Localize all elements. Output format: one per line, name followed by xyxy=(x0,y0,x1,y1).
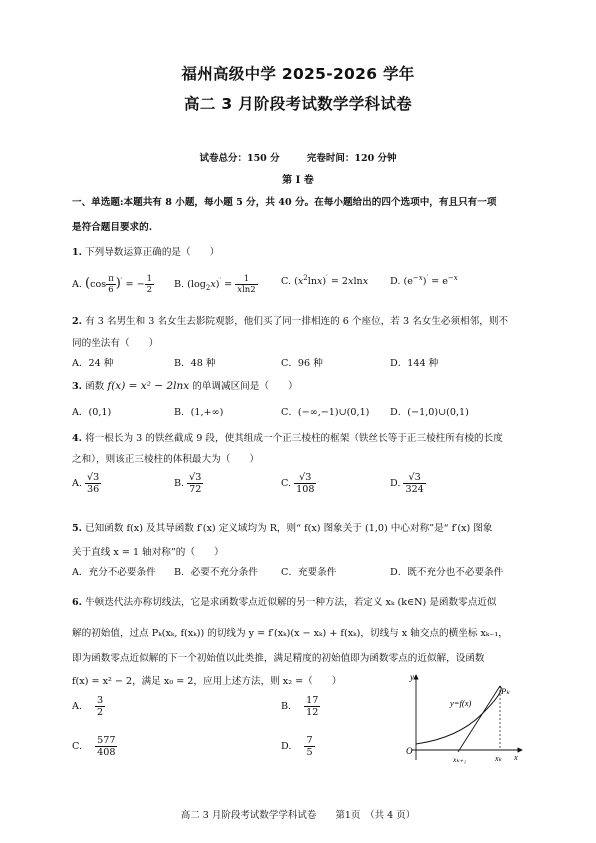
q4-option-c xyxy=(281,472,316,495)
fraction-numerator: 17 xyxy=(306,695,319,706)
q5-option-c: C．充要条件 xyxy=(281,567,337,578)
option-label: D. xyxy=(390,276,401,288)
question-number: 5. xyxy=(72,523,83,534)
option-label: B. xyxy=(281,701,292,712)
q5-option-d: D．既不充分也不必要条件 xyxy=(390,567,504,578)
question-text: 下列导数运算正确的是（ ） xyxy=(85,247,220,258)
q6-option-a xyxy=(72,695,105,718)
question-2-line2: 同的坐法有（ ） xyxy=(72,338,159,349)
q4-option-a xyxy=(72,472,101,495)
question-text: 的单调减区间是（ ） xyxy=(192,381,298,392)
fraction-denominator: 5 xyxy=(306,747,313,758)
fraction-denominator: 2 xyxy=(97,707,104,718)
q6-option-d xyxy=(281,735,315,758)
fraction-denominator: 12 xyxy=(306,707,319,718)
q2-option-b: B．48 种 xyxy=(174,358,216,369)
q2-option-c: C．96 种 xyxy=(281,358,323,369)
function-label: y=f(x) xyxy=(450,698,472,708)
question-number: 3. xyxy=(72,381,83,392)
q2-option-d: D．144 种 xyxy=(390,358,439,369)
question-4-line1 xyxy=(72,430,503,444)
question-6-line4: f(x) = x² − 2，满足 x₀ = 2，应用上述方法，则 x₂ =（ ） xyxy=(72,676,342,687)
xk-label: xₖ xyxy=(495,754,502,763)
q1-option-a: A. (cos $\frac{\pi}{6}$ )′ = − $\frac{1}{2}$ xyxy=(72,274,153,295)
origin-label: O xyxy=(406,746,413,756)
fraction-numerator: 7 xyxy=(306,735,313,746)
page-footer: 高二 3 月阶段考试数学学科试卷 第1页 （共 4 页） xyxy=(180,810,416,821)
option-label: A. xyxy=(72,279,82,290)
question-text: 有 3 名男生和 3 名女生去影院观影，他们买了同一排相连的 6 个座位，若 3 名女生必须相邻，则不 xyxy=(85,316,509,327)
question-3 xyxy=(72,378,298,392)
x-axis-label: x xyxy=(514,752,518,762)
question-5-line2: 关于直线 x = 1 轴对称”的（ ） xyxy=(72,547,224,558)
question-function: f(x) = x² − 2lnx xyxy=(107,380,190,392)
y-axis-label: y xyxy=(410,672,414,682)
fraction-numerator: √3 xyxy=(294,472,316,484)
q6-option-b xyxy=(281,695,320,718)
question-text: 函数 xyxy=(85,381,105,392)
fraction-numerator: √3 xyxy=(189,472,202,483)
fraction-numerator: 577 xyxy=(97,735,116,746)
fraction-numerator: 3 xyxy=(97,695,104,706)
school-title: 福州高级中学 2025-2026 学年 xyxy=(181,65,415,83)
option-label: D. xyxy=(281,741,292,752)
question-1 xyxy=(72,244,219,258)
option-label: D. xyxy=(390,478,401,489)
xk1-label: xₖ₊₁ xyxy=(453,755,467,764)
q3-option-b: B．(1,+∞) xyxy=(174,407,224,418)
section1-intro-line2: 是符合题目要求的. xyxy=(72,222,153,233)
total-score: 试卷总分：150 分 xyxy=(199,153,280,164)
question-5-line1 xyxy=(72,520,492,534)
fraction-denominator: 72 xyxy=(189,484,202,495)
exam-time: 完卷时间：120 分钟 xyxy=(306,153,397,164)
q4-option-d xyxy=(390,472,426,495)
question-6-line1 xyxy=(72,594,497,608)
section1-intro-line1: 一、单选题:本题共有 8 小题，每小题 5 分，共 40 分。在每小题给出的四个选项中，有且只有一项 xyxy=(72,197,497,208)
q1-option-b: B. $(\log_2x)'$ = $\frac{1}{xln2}$ xyxy=(174,274,256,295)
tangent-line xyxy=(458,686,500,752)
fraction-denominator: 324 xyxy=(405,484,424,495)
q3-option-c: C．(−∞,−1)∪(0,1) xyxy=(281,407,370,418)
fraction-denominator: 36 xyxy=(87,484,100,495)
exam-title: 高二 3 月阶段考试数学学科试卷 xyxy=(184,95,412,113)
question-number: 2. xyxy=(72,316,83,327)
q4-option-b xyxy=(174,472,203,495)
option-label: C. xyxy=(281,478,292,489)
fraction-denominator: 408 xyxy=(97,747,116,758)
q2-option-a: A．24 种 xyxy=(72,358,114,369)
q5-option-a: A．充分不必要条件 xyxy=(72,567,156,578)
question-4-line2: 之和），则该正三棱柱的体积最大为（ ） xyxy=(72,454,260,465)
function-curve xyxy=(416,686,501,744)
question-6-line3: 即为函数零点近似解的下一个初始值以此类推，满足精度的初始值即为函数零点的近似解，设函数 xyxy=(72,653,485,664)
q3-option-a: A．(0,1) xyxy=(72,407,112,418)
option-label: C. xyxy=(281,276,292,288)
fraction-numerator: √3 xyxy=(403,472,425,484)
question-text: 牛顿迭代法亦称切线法，它是求函数零点近似解的另一种方法，若定义 xₖ (k∈N) 是函数零点近似 xyxy=(85,597,497,608)
question-6-line2: 解的初始值，过点 Pₖ(xₖ, f(xₖ)) 的切线为 y = f′(xₖ)(x − xₖ) + f(xₖ)，切线与 x 轴交点的横坐标 xₖ₋₁， xyxy=(72,628,508,639)
q1-option-c: C. $(x^2\ln x)' = 2xlnx$ xyxy=(281,274,369,288)
option-label: B. xyxy=(174,279,185,290)
option-label: B. xyxy=(174,478,185,489)
question-text: 已知函数 f(x) 及其导函数 f′(x) 定义域均为 R，则“ f(x) 图象关于 (1,0) 中心对称”是“ f′(x) 图象 xyxy=(85,523,493,534)
part-title: 第 I 卷 xyxy=(282,175,314,186)
option-label: C. xyxy=(72,741,83,752)
q5-option-b: B．必要不充分条件 xyxy=(174,567,258,578)
question-number: 1. xyxy=(72,247,83,258)
question-number: 6. xyxy=(72,597,83,608)
question-number: 4. xyxy=(72,433,83,444)
q6-option-c xyxy=(72,735,117,758)
fraction-numerator: √3 xyxy=(87,472,100,483)
q1-option-d: D. $(e^{-x})' = e^{-x}$ xyxy=(390,274,458,288)
q3-option-d: D．(−1,0)∪(0,1) xyxy=(390,407,469,418)
question-2-line1 xyxy=(72,313,508,327)
fraction-denominator: 108 xyxy=(296,484,315,495)
question-text: 将一根长为 3 的铁丝截成 9 段，使其组成一个正三棱柱的框架（铁丝长等于正三棱柱所有棱的长度 xyxy=(85,433,503,444)
option-label: A. xyxy=(72,701,82,712)
point-p-label: Pₖ xyxy=(501,686,510,696)
option-label: A. xyxy=(72,478,82,489)
newton-method-graph xyxy=(398,672,528,764)
exam-meta xyxy=(0,150,596,164)
